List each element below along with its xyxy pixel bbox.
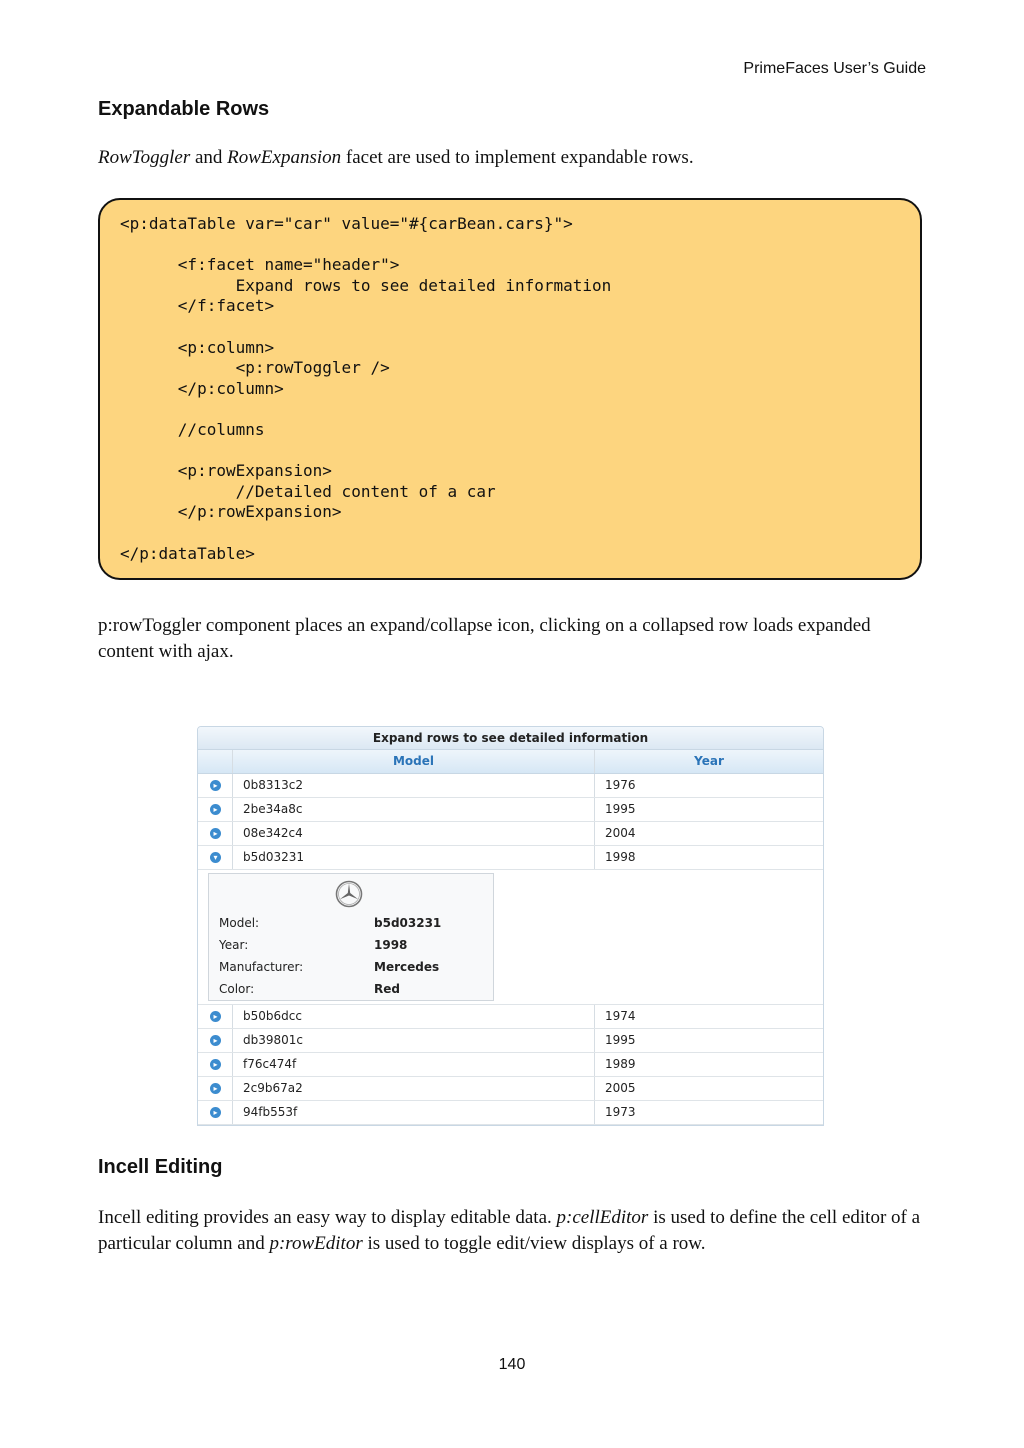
table-row — [198, 822, 823, 846]
datatable-caption: Expand rows to see detailed information — [198, 727, 823, 750]
cell-model: db39801c — [233, 1029, 595, 1052]
cell-year: 1976 — [605, 778, 636, 792]
detail-label: Year: — [219, 938, 249, 952]
page-number: 140 — [498, 1356, 526, 1373]
incell-text-3: is used to toggle edit/view displays of a row. — [362, 1233, 706, 1254]
section-title-expandable-rows: Expandable Rows — [98, 98, 270, 120]
detail-value: b5d03231 — [374, 916, 442, 930]
incell-paragraph — [98, 1205, 928, 1257]
expand-toggle-icon[interactable]: ▸ — [210, 828, 221, 839]
column-header-model[interactable]: Model — [233, 750, 595, 773]
code-block — [98, 198, 922, 580]
detail-row-model — [219, 916, 441, 930]
cell-model: 2be34a8c — [233, 798, 595, 821]
detail-row-year — [219, 938, 407, 952]
cell-model: b50b6dcc — [233, 1005, 595, 1028]
cell-model: 08e342c4 — [233, 822, 595, 845]
datatable-screenshot — [197, 726, 824, 1126]
term-celleditor: p:cellEditor — [556, 1207, 649, 1228]
cell-model: b5d03231 — [233, 846, 595, 869]
intro-and: and — [190, 147, 228, 168]
cell-year: 1998 — [605, 850, 636, 864]
table-row-expanded — [198, 846, 823, 870]
cell-year: 1989 — [605, 1057, 636, 1071]
table-row — [198, 1077, 823, 1101]
cell-year: 1974 — [605, 1009, 636, 1023]
row-expansion — [198, 870, 823, 1005]
code-listing: <p:dataTable var="car" value="#{carBean.cars}"> <f:facet name="header"> Expand rows to see detailed information </f:facet> <p:column> <p:rowToggler /> </p:column> //columns <p:rowExpansion> //Detailed content of a car </p:rowExpansion> </p:dataTable> — [120, 214, 612, 563]
term-roweditor: p:rowEditor — [269, 1233, 363, 1254]
incell-text-1: Incell editing provides an easy way to display editable data. — [98, 1207, 557, 1228]
cell-year: 1973 — [605, 1105, 636, 1119]
expand-toggle-icon[interactable]: ▸ — [210, 804, 221, 815]
expand-toggle-icon[interactable]: ▸ — [210, 1107, 221, 1118]
table-row — [198, 1053, 823, 1077]
cell-model: 0b8313c2 — [233, 774, 595, 797]
mercedes-logo-icon — [335, 880, 363, 908]
table-row — [198, 798, 823, 822]
detail-label: Manufacturer: — [219, 960, 304, 974]
detail-label: Color: — [219, 982, 255, 996]
detail-label: Model: — [219, 916, 260, 930]
cell-model: f76c474f — [233, 1053, 595, 1076]
intro-paragraph — [98, 145, 928, 171]
expand-toggle-icon[interactable]: ▸ — [210, 780, 221, 791]
section-title-incell-editing: Incell Editing — [98, 1156, 223, 1178]
collapse-toggle-icon[interactable]: ▾ — [210, 852, 221, 863]
expand-toggle-icon[interactable]: ▸ — [210, 1083, 221, 1094]
datatable-header-row — [198, 750, 823, 774]
column-header-year[interactable]: Year — [694, 754, 724, 768]
expand-toggle-icon[interactable]: ▸ — [210, 1035, 221, 1046]
table-row — [198, 774, 823, 798]
detail-row-color — [219, 982, 400, 996]
running-header: PrimeFaces User’s Guide — [743, 60, 926, 77]
detail-value: 1998 — [374, 938, 408, 952]
table-row — [198, 1005, 823, 1029]
cell-model: 94fb553f — [233, 1101, 595, 1124]
cell-year: 1995 — [605, 1033, 636, 1047]
incell-text-2: is used to define the cell editor of a particular column and — [98, 1207, 921, 1254]
term-rowexpansion: RowExpansion — [227, 147, 342, 168]
expand-toggle-icon[interactable]: ▸ — [210, 1059, 221, 1070]
detail-value: Mercedes — [374, 960, 440, 974]
detail-row-manufacturer — [219, 960, 439, 974]
term-rowtoggler: RowToggler — [98, 147, 191, 168]
cell-year: 2004 — [605, 826, 636, 840]
cell-model: 2c9b67a2 — [233, 1077, 595, 1100]
expand-toggle-icon[interactable]: ▸ — [210, 1011, 221, 1022]
detail-value: Red — [374, 982, 400, 996]
cell-year: 1995 — [605, 802, 636, 816]
description-paragraph: p:rowToggler component places an expand/collapse icon, clicking on a collapsed row loads expanded content with ajax. — [98, 615, 871, 662]
table-row — [198, 1101, 823, 1125]
intro-rest: facet are used to implement expandable rows. — [341, 147, 694, 168]
car-detail-panel — [208, 873, 494, 1001]
cell-year: 2005 — [605, 1081, 636, 1095]
table-row — [198, 1029, 823, 1053]
toggle-column-header — [198, 750, 233, 773]
